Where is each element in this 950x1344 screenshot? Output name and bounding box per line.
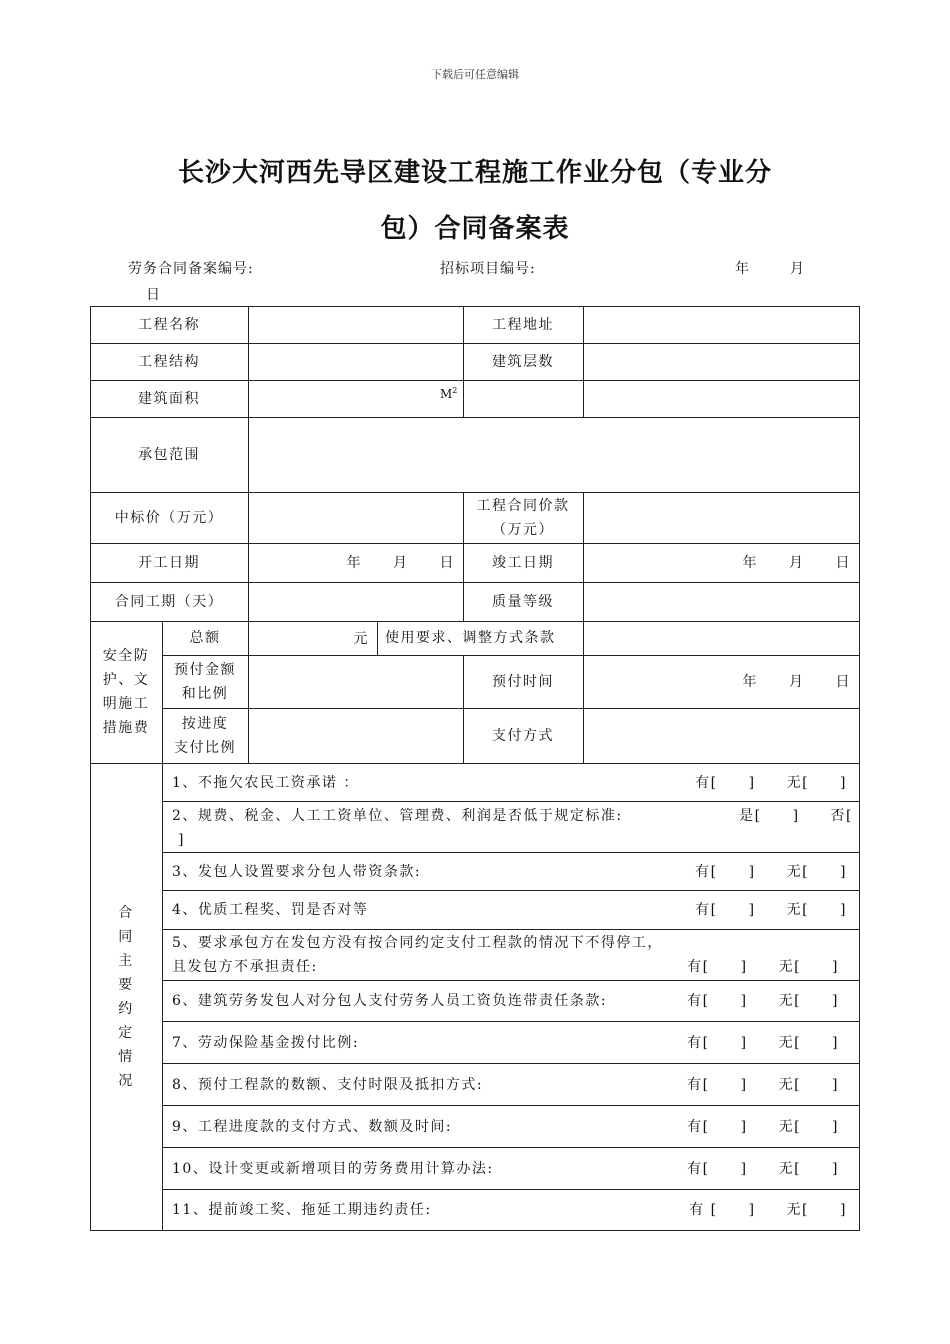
usage-terms-field[interactable] [584,622,859,655]
clause-4-text: 4、优质工程奖、罚是否对等 [172,902,369,918]
project-address-field[interactable] [584,307,859,343]
project-structure-field[interactable] [249,344,463,380]
duration-field[interactable] [249,583,463,621]
progress-pay-label: 按进度 支付比例 [174,715,236,756]
main-terms-label: 合 同 主 要 约 定 情 况 [118,904,134,1089]
total-amount-field[interactable]: 元 [353,630,369,647]
project-name-field[interactable] [249,307,463,343]
clause-1-text: 1、不拖欠农民工资承诺 ： [172,774,359,791]
clause-6-options[interactable]: 有[ ] 无[ ] [687,993,839,1009]
title-line-1: 长沙大河西先导区建设工程施工作业分包（专业分 [177,158,772,188]
project-address-label: 工程地址 [492,316,554,333]
payment-method-label: 支付方式 [492,727,554,744]
clause-11-text: 11、提前竣工奖、拖延工期违约责任: [172,1202,432,1218]
clause-7-options[interactable]: 有[ ] 无[ ] [687,1034,839,1051]
meta-day: 日 [146,287,161,303]
title-line-2: 包）合同备案表 [380,214,570,244]
start-date-label: 开工日期 [138,554,200,571]
building-area-field[interactable] [249,381,463,417]
completion-date-field[interactable]: 年 月 日 [742,555,851,571]
total-amount-label: 总额 [189,630,221,646]
clause-11-options[interactable]: 有 [ ] 无[ ] [689,1202,847,1218]
project-name-label: 工程名称 [138,316,200,333]
meta-year: 年 [735,261,750,277]
clause-2-options[interactable]: 是[ ] 否[ [739,808,853,824]
clause-10-text: 10、设计变更或新增项目的劳务费用计算办法: [172,1160,494,1177]
area-extra-field-2[interactable] [584,381,859,417]
quality-grade-field[interactable] [584,583,859,621]
clause-3-options[interactable]: 有[ ] 无[ ] [695,863,847,880]
clause-9-text: 9、工程进度款的支付方式、数额及时间: [172,1118,453,1135]
header-note: 下载后可任意编辑 [431,68,519,81]
duration-label: 合同工期（天） [114,593,224,610]
building-floors-label: 建筑层数 [492,353,554,370]
clause-8-text: 8、预付工程款的数额、支付时限及抵扣方式: [172,1076,484,1093]
project-structure-label: 工程结构 [138,353,200,370]
clause-2-text: 2、规费、税金、人工工资单位、管理费、利润是否低于规定标准: [172,808,623,824]
usage-terms-label: 使用要求、调整方式条款 [385,630,556,646]
completion-date-label: 竣工日期 [492,554,554,571]
clause-5-text: 5、要求承包方在发包方没有按合同约定支付工程款的情况下不得停工， [172,935,663,951]
area-unit: $M^2$ [440,386,458,401]
bid-project-no-label: 招标项目编号: [440,261,536,277]
clause-5-options[interactable]: 有[ ] 无[ ] [687,959,839,975]
contract-scope-label: 承包范围 [138,446,200,463]
safety-fee-label: 安全防 护、文 明施工 措施费 [102,648,150,736]
clause-10-options[interactable]: 有[ ] 无[ ] [687,1160,839,1177]
clause-8-options[interactable]: 有[ ] 无[ ] [687,1076,839,1093]
area-extra-field[interactable] [464,381,583,417]
building-floors-field[interactable] [584,344,859,380]
quality-grade-label: 质量等级 [492,593,554,610]
contract-price-label: 工程合同价款 （万元） [476,497,570,538]
payment-method-field[interactable] [584,709,859,763]
prepay-amount-field[interactable] [249,656,463,708]
clause-1-options[interactable]: 有[ ] 无[ ] [695,774,847,791]
page-title [0,145,950,257]
bid-price-field[interactable] [249,493,463,543]
clause-6-text: 6、建筑劳务发包人对分包人支付劳务人员工资负连带责任条款: [172,993,608,1009]
clause-4-options[interactable]: 有[ ] 无[ ] [695,902,847,918]
clause-9-options[interactable]: 有[ ] 无[ ] [687,1118,839,1135]
labor-record-no-label: 劳务合同备案编号: [128,261,254,277]
prepay-time-field[interactable]: 年 月 日 [742,674,851,690]
building-area-label: 建筑面积 [138,390,200,407]
prepay-time-label: 预付时间 [492,673,554,690]
clause-7-text: 7、劳动保险基金拨付比例: [172,1034,360,1051]
prepay-amount-label: 预付金额 和比例 [174,661,236,702]
start-date-field[interactable]: 年 月 日 [346,555,455,571]
clause-2-tail: ] [178,832,185,848]
clause-3-text: 3、发包人设置要求分包人带资条款: [172,863,422,880]
clause-5-text-2: 且发包方不承担责任: [172,959,318,975]
bid-price-label: 中标价（万元） [114,509,224,526]
contract-scope-field[interactable] [249,418,859,492]
contract-price-field[interactable] [584,493,859,543]
meta-month: 月 [790,261,805,277]
progress-pay-field[interactable] [249,709,463,763]
